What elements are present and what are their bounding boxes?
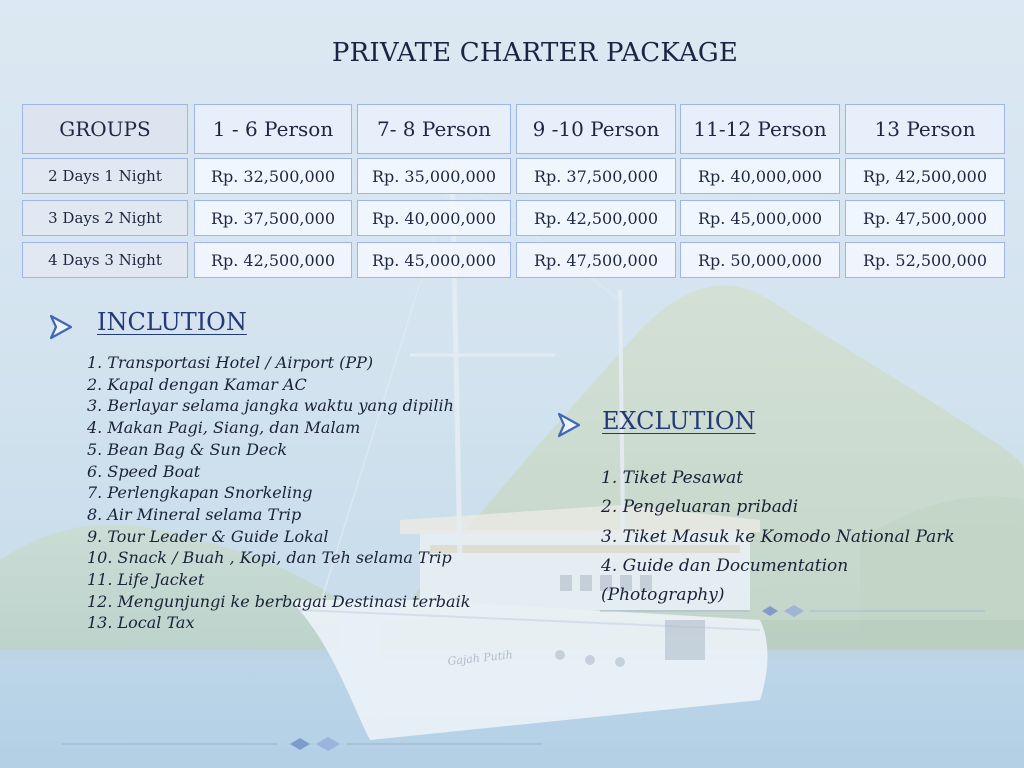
list-item: 2. Kapal dengan Kamar AC bbox=[87, 374, 307, 394]
divider-ornament bbox=[600, 603, 985, 619]
header-cell-groups: GROUPS bbox=[22, 104, 188, 154]
chevron-right-icon bbox=[46, 312, 76, 342]
inclusion-list bbox=[87, 352, 470, 634]
header-cell: 9 -10 Person bbox=[516, 104, 676, 154]
boat-name-text: Gajah Putih bbox=[446, 648, 514, 668]
list-item: 8. Air Mineral selama Trip bbox=[87, 504, 302, 524]
divider-ornament bbox=[62, 736, 542, 752]
list-item: 7. Perlengkapan Snorkeling bbox=[87, 483, 313, 503]
page-title: PRIVATE CHARTER PACKAGE bbox=[331, 38, 739, 68]
price-cell: Rp. 35,000,000 bbox=[357, 158, 511, 194]
price-cell: Rp. 50,000,000 bbox=[680, 242, 840, 278]
price-cell: Rp. 37,500,000 bbox=[516, 158, 676, 194]
price-cell: Rp. 37,500,000 bbox=[194, 200, 352, 236]
row-label-cell: 3 Days 2 Night bbox=[22, 200, 188, 236]
price-cell: Rp. 42,500,000 bbox=[194, 242, 352, 278]
list-item: 1. Tiket Pesawat bbox=[601, 468, 744, 488]
list-item: 6. Speed Boat bbox=[87, 461, 201, 481]
list-item: 11. Life Jacket bbox=[87, 570, 205, 590]
price-cell: Rp. 45,000,000 bbox=[680, 200, 840, 236]
price-cell: Rp. 40,000,000 bbox=[357, 200, 511, 236]
price-cell: Rp. 47,500,000 bbox=[516, 242, 676, 278]
price-cell: Rp. 42,500,000 bbox=[516, 200, 676, 236]
list-item: 3. Berlayar selama jangka waktu yang dipilih bbox=[87, 396, 454, 416]
list-item: 4. Makan Pagi, Siang, dan Malam bbox=[87, 418, 361, 438]
list-item: 10. Snack / Buah , Kopi, dan Teh selama Trip bbox=[87, 548, 452, 568]
list-item: 9. Tour Leader & Guide Lokal bbox=[87, 526, 329, 546]
list-item: 2. Pengeluaran pribadi bbox=[601, 497, 799, 518]
header-cell: 1 - 6 Person bbox=[194, 104, 352, 154]
list-item: 4. Guide dan Documentation (Photography) bbox=[601, 555, 849, 606]
inclusion-title: INCLUTION bbox=[97, 308, 247, 336]
list-item: 12. Mengunjungi ke berbagai Destinasi terbaik bbox=[87, 591, 471, 611]
list-item: 3. Tiket Masuk ke Komodo National Park bbox=[601, 526, 955, 547]
price-cell: Rp. 52,500,000 bbox=[845, 242, 1005, 278]
list-item: 1. Transportasi Hotel / Airport (PP) bbox=[87, 353, 374, 372]
row-label-cell: 2 Days 1 Night bbox=[22, 158, 188, 194]
chevron-right-icon bbox=[554, 410, 584, 440]
price-cell: Rp. 32,500,000 bbox=[194, 158, 352, 194]
list-item: 13. Local Tax bbox=[87, 613, 195, 633]
row-label-cell: 4 Days 3 Night bbox=[22, 242, 188, 278]
header-cell: 13 Person bbox=[845, 104, 1005, 154]
exclusion-title: EXCLUTION bbox=[602, 407, 756, 435]
header-cell: 7- 8 Person bbox=[357, 104, 511, 154]
price-cell: Rp. 47,500,000 bbox=[845, 200, 1005, 236]
header-cell: 11-12 Person bbox=[680, 104, 840, 154]
price-cell: Rp. 45,000,000 bbox=[357, 242, 511, 278]
list-item: 5. Bean Bag & Sun Deck bbox=[87, 439, 288, 459]
price-cell: Rp. 40,000,000 bbox=[680, 158, 840, 194]
price-cell: Rp, 42,500,000 bbox=[845, 158, 1005, 194]
exclusion-list bbox=[601, 464, 961, 610]
